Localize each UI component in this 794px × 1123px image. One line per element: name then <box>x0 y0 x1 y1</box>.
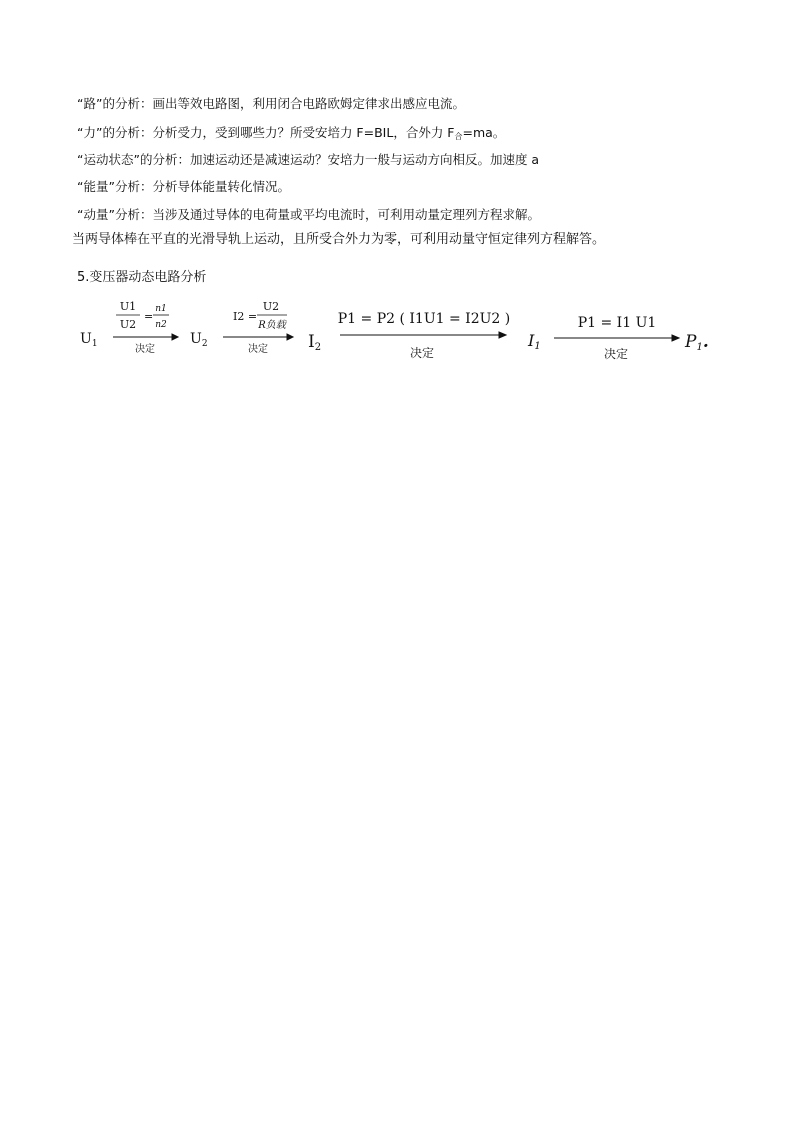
step1-ratio-numerator: n1 <box>155 304 167 314</box>
force-text: “力”的分析：分析受力，受到哪些力？所受安培力 F=BIL，合外力 F <box>77 125 455 140</box>
step1-equals: = <box>144 310 154 323</box>
step1-decide-label: 决定 <box>135 344 155 355</box>
text-line-momentum: “动量”分析：当涉及通过导体的电荷量或平均电流时，可利用动量定理列方程求解。 <box>77 207 540 222</box>
i1-label: I1 <box>528 331 541 352</box>
i2-label: I2 <box>308 332 322 353</box>
force-subscript: 合 <box>454 132 463 141</box>
step2-denominator: R负载 <box>258 320 286 331</box>
step2-decide-label: 决定 <box>248 344 268 355</box>
text-line-force <box>77 124 505 146</box>
u1-label: $U_1$ <box>80 331 98 349</box>
u2-label: $U_2$ <box>190 331 208 349</box>
text-line-circuit: “路”的分析：画出等效电路图，利用闭合电路欧姆定律求出感应电流。 <box>77 96 465 111</box>
step4-formula: P1 = I1 U1 <box>577 315 657 331</box>
step2-numerator: U2 <box>262 300 280 313</box>
force-tail: =ma。 <box>462 125 506 140</box>
step2-lhs: I2 = <box>233 310 258 323</box>
transformer-flow-diagram <box>0 290 794 370</box>
step1-ratio-denominator: n2 <box>155 320 167 330</box>
section-heading: 5.变压器动态电路分析 <box>77 270 207 285</box>
step3-formula: P1 = P2 ( I1U1 = I2U2 ) <box>337 311 511 327</box>
step1-denominator: U2 <box>119 318 137 331</box>
step3-decide-label: 决定 <box>409 346 435 360</box>
text-line-conservation: 当两导体棒在平直的光滑导轨上运动，且所受合外力为零，可利用动量守恒定律列方程解答。 <box>72 232 606 247</box>
step4-decide-label: 决定 <box>603 347 629 361</box>
text-line-motion: “运动状态”的分析：加速运动还是减速运动？安培力一般与运动方向相反。加速度 a <box>77 152 540 167</box>
p1-label: P1. <box>685 332 709 353</box>
text-line-energy: “能量”分析：分析导体能量转化情况。 <box>77 179 290 194</box>
step1-numerator: U1 <box>119 300 137 313</box>
